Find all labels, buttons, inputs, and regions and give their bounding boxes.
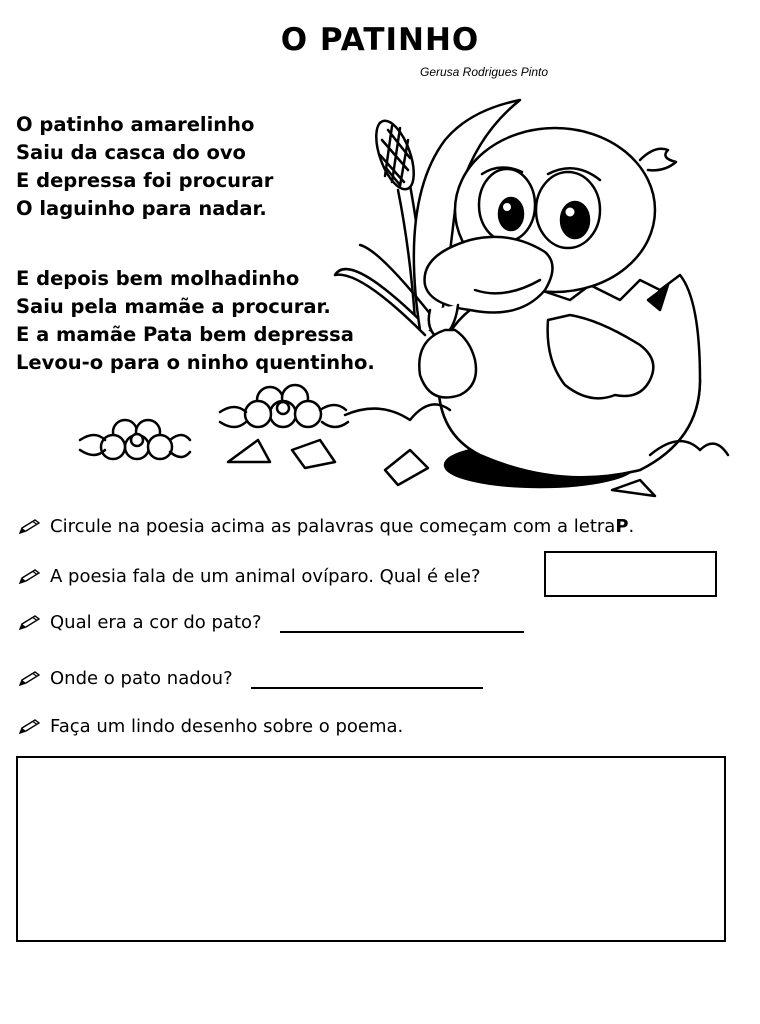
pencil-icon <box>18 671 42 687</box>
poem-line: Saiu da casca do ovo <box>16 141 246 164</box>
duckling-hatching-illustration <box>0 0 760 510</box>
poem-line: Saiu pela mamãe a procurar. <box>16 295 331 318</box>
question-1 <box>18 516 634 537</box>
pencil-icon <box>18 615 42 631</box>
answer-line-where[interactable] <box>251 669 483 689</box>
poem-line: E depois bem molhadinho <box>16 267 300 290</box>
answer-line-color[interactable] <box>280 613 524 633</box>
question-1-end: . <box>628 516 635 537</box>
question-4 <box>18 668 483 689</box>
pencil-icon <box>18 719 42 735</box>
poem-line: O laguinho para nadar. <box>16 197 267 220</box>
poem-line: E depressa foi procurar <box>16 169 274 192</box>
poem-line: E a mamãe Pata bem depressa <box>16 323 354 346</box>
question-5-text: Faça um lindo desenho sobre o poema. <box>50 716 404 737</box>
pencil-icon <box>18 519 42 535</box>
question-4-text: Onde o pato nadou? <box>50 668 233 689</box>
drawing-box[interactable] <box>16 756 726 942</box>
poem-line: O patinho amarelinho <box>16 113 255 136</box>
pencil-icon <box>18 569 42 585</box>
author-name: Gerusa Rodrigues Pinto <box>420 65 549 79</box>
question-1-text: Circule na poesia acima as palavras que começam com a letra <box>50 516 616 537</box>
page-title: O PATINHO <box>280 22 480 58</box>
poem-line: Levou-o para o ninho quentinho. <box>16 351 375 374</box>
question-5 <box>18 716 403 737</box>
question-2 <box>18 566 481 587</box>
question-3-text: Qual era a cor do pato? <box>50 612 262 633</box>
question-2-text: A poesia fala de um animal ovíparo. Qual é ele? <box>50 566 481 587</box>
letter-p: P <box>615 516 629 537</box>
answer-box-animal[interactable] <box>544 551 717 597</box>
question-3 <box>18 612 524 633</box>
